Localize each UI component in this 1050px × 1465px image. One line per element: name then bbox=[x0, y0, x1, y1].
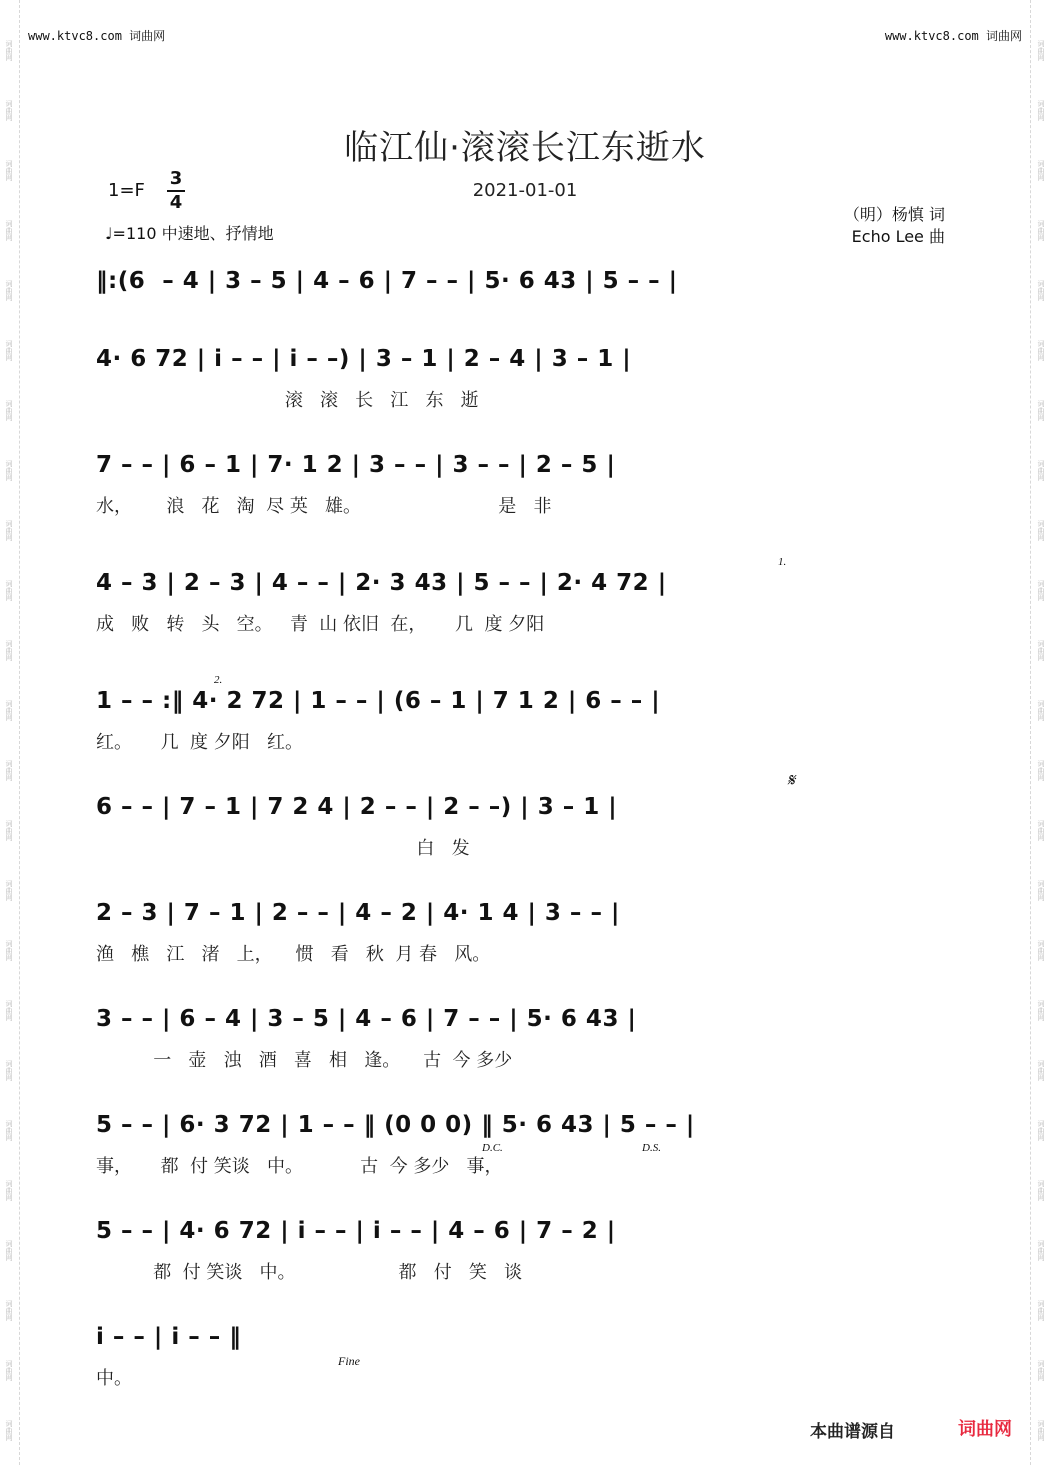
lyrics-line: 都 付 笑谈 中。 都 付 笑 谈 bbox=[96, 1262, 523, 1283]
watermark-text: 词曲网 bbox=[5, 399, 13, 421]
score-mark-first-ending: 1. bbox=[778, 556, 787, 568]
tempo-marking: ♩=110 中速地、抒情地 bbox=[105, 224, 274, 243]
footer-site-link[interactable]: 词曲网 bbox=[958, 1419, 1012, 1440]
watermark-text: 词曲网 bbox=[5, 639, 13, 661]
watermark-text: 词曲网 bbox=[5, 1119, 13, 1141]
watermark-text: 词曲网 bbox=[1037, 1359, 1045, 1381]
notes-line: 3 – – | 6 – 4 | 3 – 5 | 4 – 6 | 7 – – | 5· 6 43 | bbox=[96, 1006, 637, 1032]
watermark-text: 词曲网 bbox=[5, 879, 13, 901]
score-mark-segno: 𝄋 bbox=[787, 770, 795, 790]
notes-line: 2 – 3 | 7 – 1 | 2 – – | 4 – 2 | 4· 1 4 | 3 – – | bbox=[96, 900, 620, 926]
watermark-text: 词曲网 bbox=[1037, 279, 1045, 301]
watermark-text: 词曲网 bbox=[1037, 819, 1045, 841]
score-mark-ds: D.S. bbox=[642, 1142, 661, 1154]
notes-line: 5 – – | 4· 6 72 | i – – | i – – | 4 – 6 | 7 – 2 | bbox=[96, 1218, 616, 1244]
watermark-text: 词曲网 bbox=[1037, 999, 1045, 1021]
lyrics-line: 一 壶 浊 酒 喜 相 逢。 古 今 多少 bbox=[96, 1050, 513, 1071]
watermark-text: 词曲网 bbox=[1037, 1239, 1045, 1261]
composer-credit: Echo Lee 曲 bbox=[851, 227, 945, 246]
lyrics-line: 成 败 转 头 空。 青 山 依旧 在， 几 度 夕阳 bbox=[96, 614, 545, 635]
notes-line: 7 – – | 6 – 1 | 7· 1 2 | 3 – – | 3 – – | 2 – 5 | bbox=[96, 452, 616, 478]
watermark-text: 词曲网 bbox=[1037, 1419, 1045, 1441]
header-url-right[interactable]: www.ktvc8.com 词曲网 bbox=[884, 29, 1022, 43]
watermark-text: 词曲网 bbox=[1037, 879, 1045, 901]
notes-line: ‖:(6 – 4 | 3 – 5 | 4 – 6 | 7 – – | 5· 6 43 | 5 – – | bbox=[96, 268, 678, 294]
watermark-text: 词曲网 bbox=[1037, 699, 1045, 721]
score-mark-dc: D.C. bbox=[482, 1142, 503, 1154]
notes-line: 4· 6 72 | i – – | i – –) | 3 – 1 | 2 – 4 | 3 – 1 | bbox=[96, 346, 632, 372]
left-margin-line bbox=[19, 0, 20, 1465]
watermark-text: 词曲网 bbox=[5, 279, 13, 301]
watermark-text: 词曲网 bbox=[1037, 639, 1045, 661]
time-top: 3 bbox=[169, 168, 183, 189]
lyrics-line: 滚 滚 长 江 东 逝 bbox=[96, 390, 479, 411]
watermark-text: 词曲网 bbox=[1037, 219, 1045, 241]
score-mark-second-ending: 2. bbox=[214, 674, 223, 686]
footer-source-label: 本曲谱源自 bbox=[810, 1422, 895, 1442]
watermark-text: 词曲网 bbox=[5, 819, 13, 841]
time-bottom: 4 bbox=[169, 192, 183, 213]
watermark-text: 词曲网 bbox=[1037, 1059, 1045, 1081]
watermark-text: 词曲网 bbox=[1037, 339, 1045, 361]
watermark-text: 词曲网 bbox=[1037, 159, 1045, 181]
lyrics-line: 事， 都 付 笑谈 中。 古 今 多少 事， bbox=[96, 1156, 503, 1177]
watermark-text: 词曲网 bbox=[1037, 399, 1045, 421]
watermark-text: 词曲网 bbox=[5, 1179, 13, 1201]
watermark-text: 词曲网 bbox=[1037, 1119, 1045, 1141]
song-title: 临江仙·滚滚长江东逝水 bbox=[344, 128, 706, 168]
notes-line: 4 – 3 | 2 – 3 | 4 – – | 2· 3 43 | 5 – – | 2· 4 72 | bbox=[96, 570, 667, 596]
watermark-text: 词曲网 bbox=[1037, 99, 1045, 121]
watermark-text: 词曲网 bbox=[1037, 1179, 1045, 1201]
watermark-text: 词曲网 bbox=[5, 159, 13, 181]
watermark-text: 词曲网 bbox=[5, 1419, 13, 1441]
key-signature: 1=F bbox=[108, 180, 145, 201]
right-watermark-column bbox=[1034, 20, 1048, 1460]
watermark-text: 词曲网 bbox=[5, 939, 13, 961]
watermark-text: 词曲网 bbox=[1037, 459, 1045, 481]
watermark-text: 词曲网 bbox=[5, 39, 13, 61]
song-date: 2021-01-01 bbox=[472, 180, 578, 201]
watermark-text: 词曲网 bbox=[5, 759, 13, 781]
score-mark-fine: Fine bbox=[338, 1354, 360, 1368]
watermark-text: 词曲网 bbox=[1037, 759, 1045, 781]
notes-line: i – – | i – – ‖ bbox=[96, 1324, 242, 1350]
notes-line: 5 – – | 6· 3 72 | 1 – – ‖ (0 0 0) ‖ 5· 6 43 | 5 – – | bbox=[96, 1112, 695, 1138]
time-signature bbox=[163, 168, 189, 214]
watermark-text: 词曲网 bbox=[5, 519, 13, 541]
notes-line: 6 – – | 7 – 1 | 7 2 4 | 2 – – | 2 – –) | 3 – 1 | bbox=[96, 794, 618, 820]
watermark-text: 词曲网 bbox=[5, 1299, 13, 1321]
watermark-text: 词曲网 bbox=[5, 1359, 13, 1381]
watermark-text: 词曲网 bbox=[5, 699, 13, 721]
watermark-text: 词曲网 bbox=[1037, 39, 1045, 61]
right-margin-line bbox=[1030, 0, 1031, 1465]
lyricist-credit: （明）杨慎 词 bbox=[843, 205, 945, 224]
lyrics-line: 白 发 bbox=[96, 838, 470, 859]
notes-line: 1 – – :‖ 4· 2 72 | 1 – – | (6 – 1 | 7 1 2 | 6 – – | bbox=[96, 688, 661, 714]
watermark-text: 词曲网 bbox=[5, 1239, 13, 1261]
watermark-text: 词曲网 bbox=[1037, 579, 1045, 601]
left-watermark-column bbox=[2, 20, 16, 1460]
watermark-text: 词曲网 bbox=[1037, 519, 1045, 541]
watermark-text: 词曲网 bbox=[1037, 1299, 1045, 1321]
lyrics-line: 中。 bbox=[96, 1368, 132, 1389]
watermark-text: 词曲网 bbox=[5, 99, 13, 121]
lyrics-line: 红。 几 度 夕阳 红。 bbox=[96, 732, 303, 753]
watermark-text: 词曲网 bbox=[1037, 939, 1045, 961]
watermark-text: 词曲网 bbox=[5, 459, 13, 481]
lyrics-line: 水， 浪 花 淘 尽 英 雄。 是 非 bbox=[96, 496, 552, 517]
watermark-text: 词曲网 bbox=[5, 339, 13, 361]
watermark-text: 词曲网 bbox=[5, 1059, 13, 1081]
watermark-text: 词曲网 bbox=[5, 999, 13, 1021]
header-url-left[interactable]: www.ktvc8.com 词曲网 bbox=[28, 29, 166, 43]
watermark-text: 词曲网 bbox=[5, 219, 13, 241]
watermark-text: 词曲网 bbox=[5, 579, 13, 601]
lyrics-line: 渔 樵 江 渚 上， 惯 看 秋 月 春 风。 bbox=[96, 944, 491, 965]
